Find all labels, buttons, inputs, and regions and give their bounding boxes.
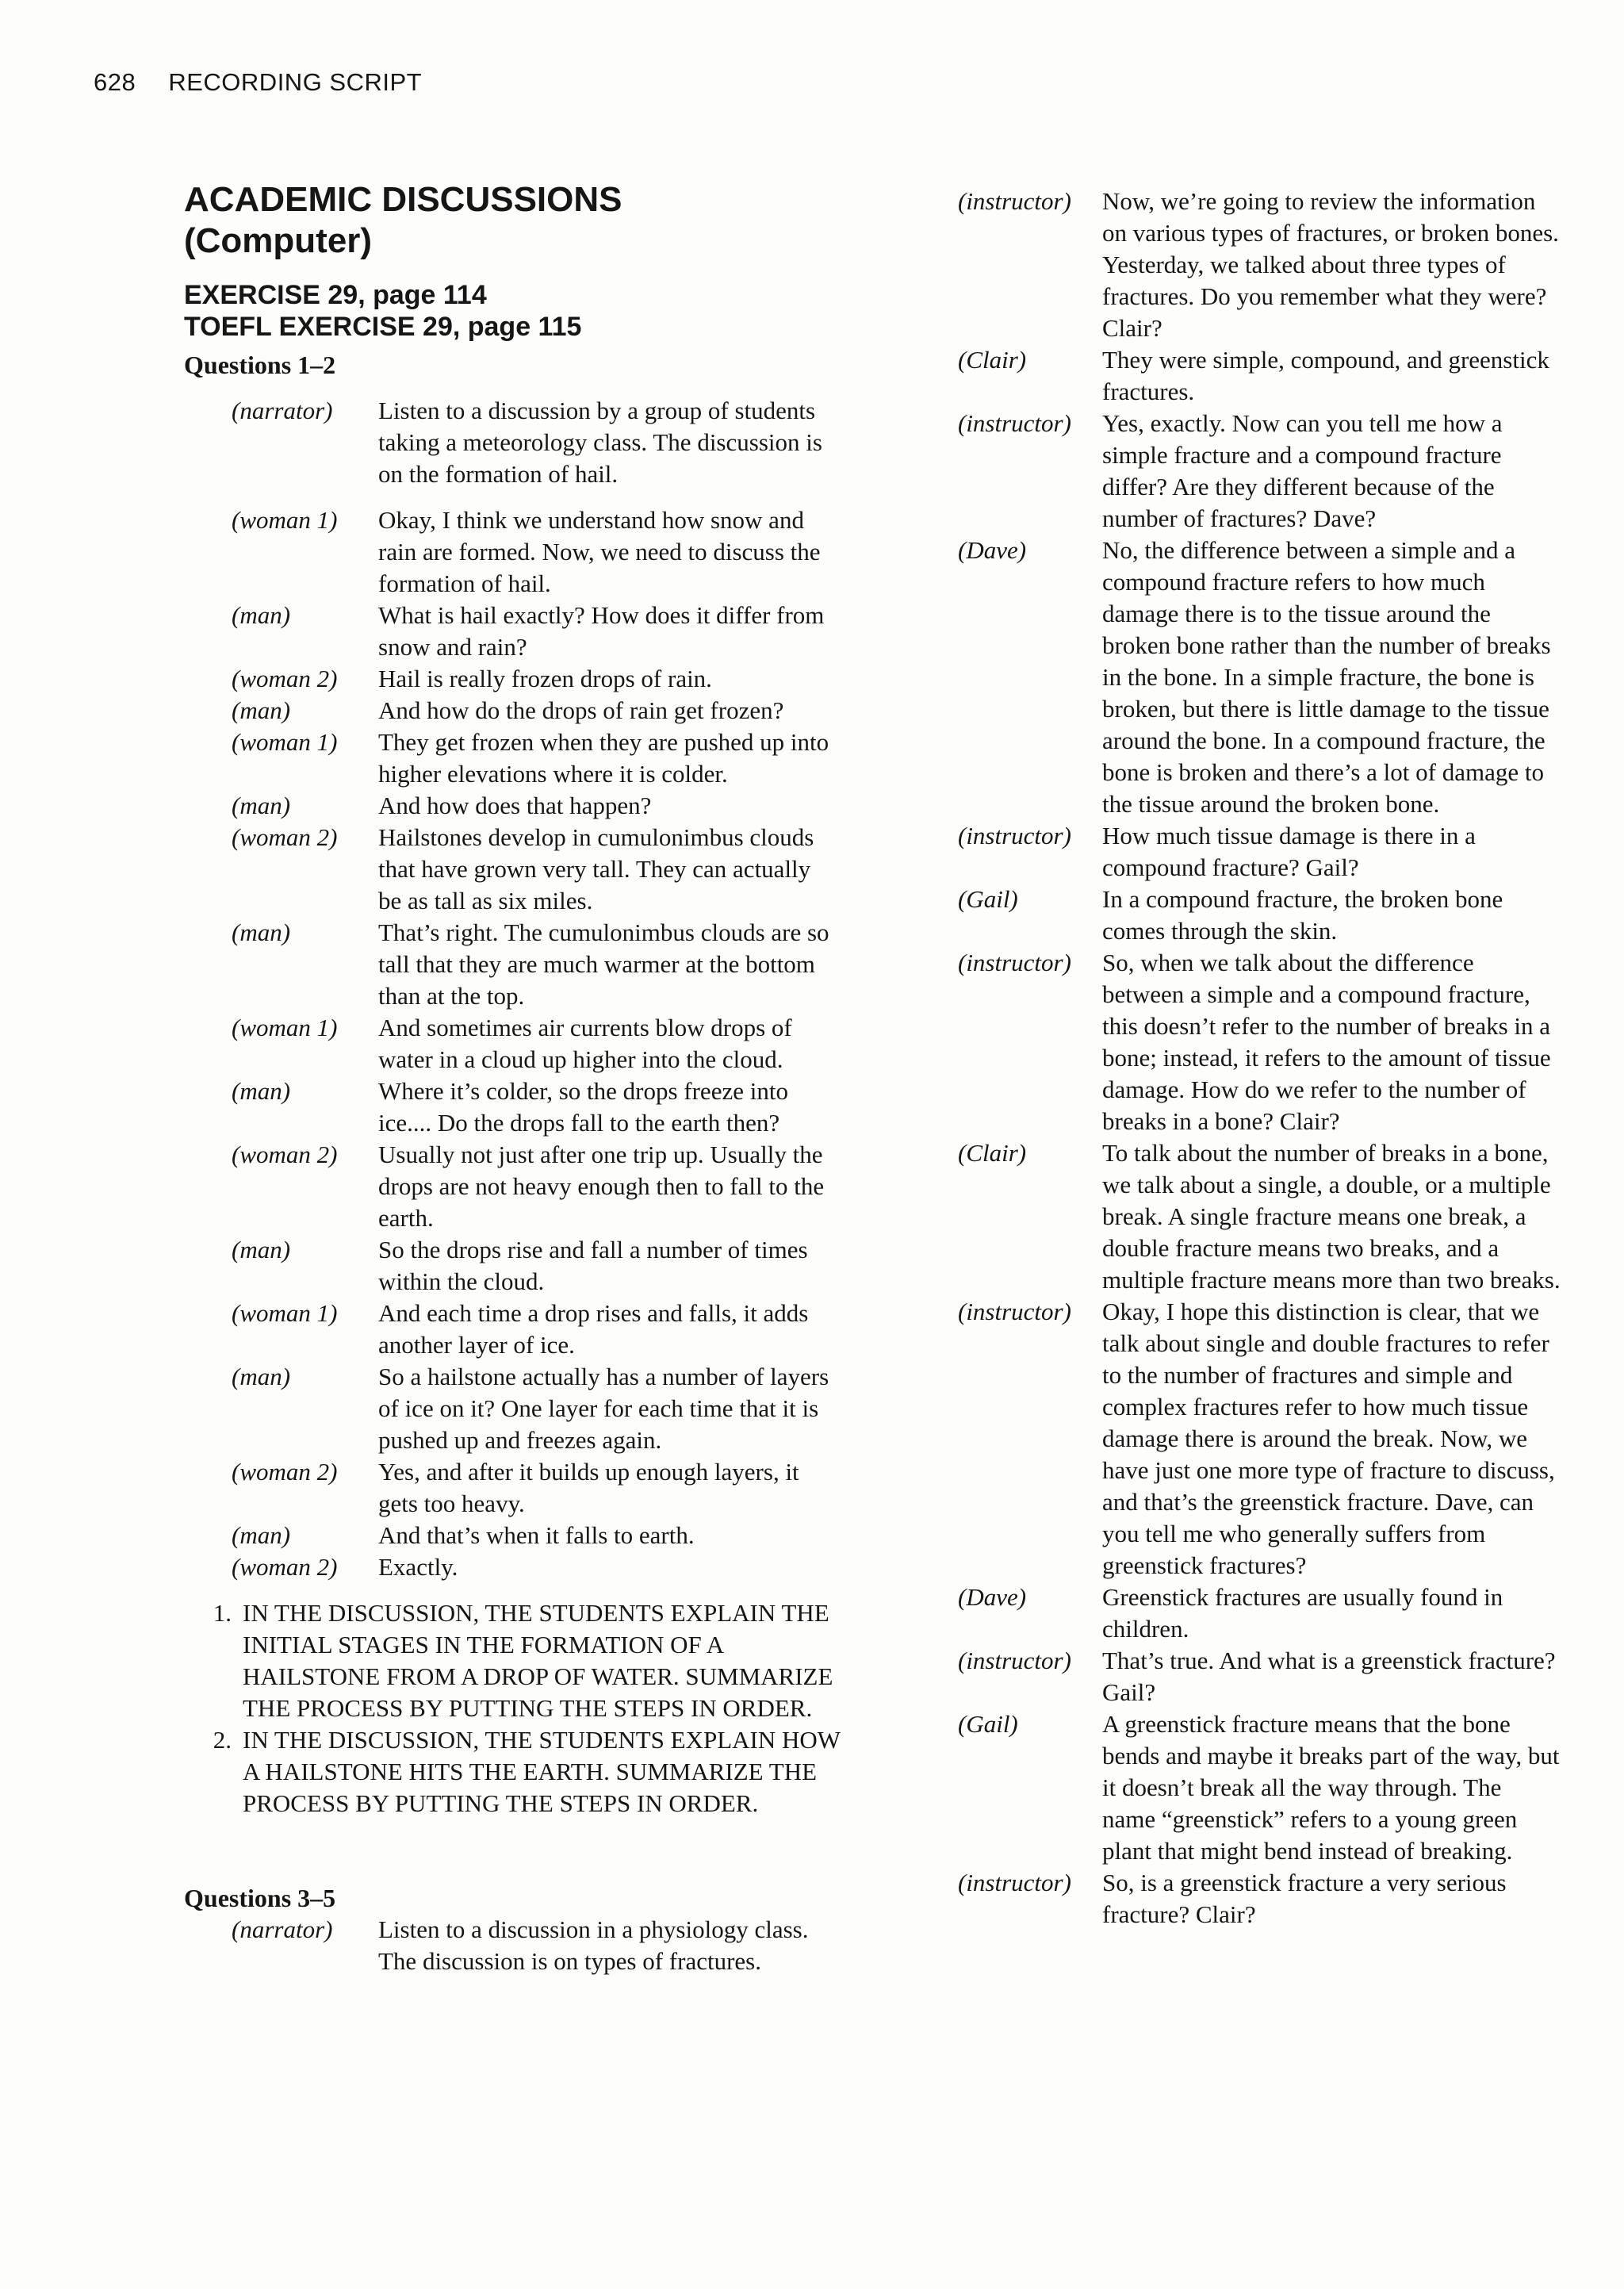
dialogue-hail xyxy=(184,395,858,1583)
dialogue-line xyxy=(184,600,858,663)
section-title-line: (Computer) xyxy=(184,221,373,260)
speaker-label: (woman 2) xyxy=(232,1553,338,1581)
toefl-exercise-heading: TOEFL EXERCISE 29, page 115 xyxy=(184,312,582,342)
spoken-text: Okay, I hope this distinction is clear, that we talk about single and double fractures to refer to the number of fractures and simple and complex fractures refer to how much tissue damage there is around the break. Now, we have just one more type of fracture to discuss, and that’s the greenstick fracture. Dave, can you tell me who generally suffers from greenstick fractures? xyxy=(1102,1298,1555,1579)
dialogue-line xyxy=(958,884,1561,947)
spoken-text: Hailstones develop in cumulonimbus clouds that have grown very tall. They can actually be as tall as six miles. xyxy=(378,823,814,914)
section-title-line: ACADEMIC DISCUSSIONS xyxy=(184,180,622,219)
speaker-label: (Gail) xyxy=(958,1710,1018,1738)
dialogue-line xyxy=(184,1520,858,1551)
dialogue-line xyxy=(184,1914,858,1977)
speaker-label: (woman 1) xyxy=(232,506,338,534)
speaker-label: (Dave) xyxy=(958,536,1027,564)
dialogue-line xyxy=(184,1075,858,1139)
question-number: 2. xyxy=(213,1726,232,1754)
page-number: 628 xyxy=(94,68,136,96)
speaker-label: (instructor) xyxy=(958,187,1071,215)
spoken-text: Now, we’re going to review the information on various types of fractures, or broken bones. Yesterday, we talked about three types of fractures. Do you remember what they were? Clair? xyxy=(1102,187,1559,342)
question-text: IN THE DISCUSSION, THE STUDENTS EXPLAIN THE INITIAL STAGES IN THE FORMATION OF A HAILSTONE FROM A DROP OF WATER. SUMMARIZE THE PROCESS BY PUTTING THE STEPS IN ORDER. xyxy=(243,1599,833,1722)
speaker-label: (instructor) xyxy=(958,1647,1071,1674)
speaker-label: (Clair) xyxy=(958,346,1027,374)
dialogue-line xyxy=(958,947,1561,1137)
spoken-text: Listen to a discussion by a group of students taking a meteorology class. The discussion is on the formation of hail. xyxy=(378,397,822,488)
dialogue-line xyxy=(958,1645,1561,1708)
questions-label: Questions 1–2 xyxy=(184,351,336,379)
speaker-label: (woman 1) xyxy=(232,1014,338,1041)
spoken-text: So the drops rise and fall a number of times within the cloud. xyxy=(378,1236,808,1295)
dialogue-fractures-intro xyxy=(184,1914,858,1977)
spoken-text: To talk about the number of breaks in a bone, we talk about a single, a double, or a multiple break. A single fracture means one break, a double fracture means two breaks, and a multiple fracture means more than two breaks. xyxy=(1102,1139,1561,1294)
dialogue-line xyxy=(958,1708,1561,1867)
dialogue-line xyxy=(184,790,858,822)
spoken-text: And how does that happen? xyxy=(378,792,652,819)
exercise-heading: EXERCISE 29, page 114 xyxy=(184,280,487,310)
spoken-text: That’s true. And what is a greenstick fracture? Gail? xyxy=(1102,1647,1556,1706)
spoken-text: And that’s when it falls to earth. xyxy=(378,1521,695,1549)
dialogue-line xyxy=(184,822,858,917)
spoken-text: Usually not just after one trip up. Usually the drops are not heavy enough then to fall to the earth. xyxy=(378,1141,825,1232)
dialogue-line xyxy=(184,1456,858,1520)
spoken-text: A greenstick fracture means that the bone bends and maybe it breaks part of the way, but it doesn’t break all the way through. The name “greenstick” refers to a young green plant that might bend instead of breaking. xyxy=(1102,1710,1560,1865)
spoken-text: How much tissue damage is there in a compound fracture? Gail? xyxy=(1102,822,1476,881)
page-header xyxy=(94,68,422,97)
question-item xyxy=(184,1597,858,1724)
speaker-label: (woman 1) xyxy=(232,1299,338,1327)
dialogue-line xyxy=(184,663,858,695)
spoken-text: In a compound fracture, the broken bone comes through the skin. xyxy=(1102,885,1503,945)
section-title xyxy=(184,179,858,262)
spoken-text: Where it’s colder, so the drops freeze into ice.... Do the drops fall to the earth then? xyxy=(378,1077,788,1137)
speaker-label: (man) xyxy=(232,696,291,724)
dialogue-line xyxy=(184,1551,858,1583)
dialogue-line xyxy=(958,186,1561,344)
speaker-label: (narrator) xyxy=(232,397,333,424)
question-item xyxy=(184,1724,858,1819)
dialogue-line xyxy=(184,727,858,790)
spoken-text: Yes, exactly. Now can you tell me how a simple fracture and a compound fracture differ? Are they different because of the number of fractures? Dave? xyxy=(1102,409,1503,532)
left-column xyxy=(184,179,858,1977)
speaker-label: (woman 2) xyxy=(232,1141,338,1168)
dialogue-fractures xyxy=(958,186,1561,1931)
dialogue-line xyxy=(184,1298,858,1361)
dialogue-line xyxy=(184,504,858,600)
speaker-label: (man) xyxy=(232,601,291,629)
speaker-label: (woman 2) xyxy=(232,665,338,692)
spoken-text: They get frozen when they are pushed up into higher elevations where it is colder. xyxy=(378,728,829,788)
running-title: RECORDING SCRIPT xyxy=(168,68,423,96)
speaker-label: (Dave) xyxy=(958,1583,1027,1611)
spoken-text: And sometimes air currents blow drops of water in a cloud up higher into the cloud. xyxy=(378,1014,792,1073)
speaker-label: (instructor) xyxy=(958,949,1071,976)
dialogue-line xyxy=(958,1867,1561,1931)
dialogue-line xyxy=(184,1012,858,1075)
questions-label: Questions 3–5 xyxy=(184,1884,336,1912)
speaker-label: (man) xyxy=(232,1363,291,1390)
spoken-text: Hail is really frozen drops of rain. xyxy=(378,665,712,692)
dialogue-line xyxy=(184,395,858,490)
speaker-label: (man) xyxy=(232,1236,291,1263)
spoken-text: So a hailstone actually has a number of layers of ice on it? One layer for each time that it is pushed up and freezes again. xyxy=(378,1363,829,1454)
speaker-label: (man) xyxy=(232,792,291,819)
spoken-text: Okay, I think we understand how snow and rain are formed. Now, we need to discuss the formation of hail. xyxy=(378,506,821,597)
spoken-text: Listen to a discussion in a physiology class. The discussion is on types of fractures. xyxy=(378,1915,809,1975)
spoken-text: What is hail exactly? How does it differ from snow and rain? xyxy=(378,601,825,661)
dialogue-line xyxy=(184,1139,858,1234)
question-list xyxy=(184,1597,858,1819)
speaker-label: (narrator) xyxy=(232,1915,333,1943)
dialogue-line xyxy=(958,820,1561,884)
spoken-text: They were simple, compound, and greenstick fractures. xyxy=(1102,346,1549,405)
speaker-label: (woman 2) xyxy=(232,823,338,851)
speaker-label: (Clair) xyxy=(958,1139,1027,1167)
dialogue-line xyxy=(958,408,1561,535)
dialogue-line xyxy=(958,1296,1561,1582)
dialogue-line xyxy=(184,1234,858,1298)
speaker-label: (man) xyxy=(232,1521,291,1549)
spoken-text: And how do the drops of rain get frozen? xyxy=(378,696,784,724)
spoken-text: Yes, and after it builds up enough layers, it gets too heavy. xyxy=(378,1458,799,1517)
speaker-label: (woman 1) xyxy=(232,728,338,756)
dialogue-line xyxy=(184,695,858,727)
spoken-text: So, when we talk about the difference between a simple and a compound fracture, this doesn’t refer to the number of breaks in a bone; instead, it refers to the amount of tissue damage. How do we refer to the number of breaks in a bone? Clair? xyxy=(1102,949,1551,1135)
dialogue-line xyxy=(958,1137,1561,1296)
dialogue-line xyxy=(958,535,1561,820)
speaker-label: (man) xyxy=(232,1077,291,1105)
speaker-label: (man) xyxy=(232,918,291,946)
right-column xyxy=(958,186,1561,1931)
question-number: 1. xyxy=(213,1599,232,1627)
speaker-label: (instructor) xyxy=(958,1298,1071,1325)
spoken-text: And each time a drop rises and falls, it adds another layer of ice. xyxy=(378,1299,809,1359)
spoken-text: Exactly. xyxy=(378,1553,458,1581)
speaker-label: (instructor) xyxy=(958,1869,1071,1896)
spoken-text: Greenstick fractures are usually found in children. xyxy=(1102,1583,1503,1643)
question-text: IN THE DISCUSSION, THE STUDENTS EXPLAIN HOW A HAILSTONE HITS THE EARTH. SUMMARIZE THE PROCESS BY PUTTING THE STEPS IN ORDER. xyxy=(243,1726,841,1817)
speaker-label: (instructor) xyxy=(958,822,1071,849)
spoken-text: No, the difference between a simple and a compound fracture refers to how much damage there is to the tissue around the broken bone rather than the number of breaks in the bone. In a simple fracture, the bone is broken, but there is little damage to the tissue around the bone. In a compound fracture, the bone is broken and there’s a lot of damage to the tissue around the broken bone. xyxy=(1102,536,1551,818)
dialogue-line xyxy=(184,1361,858,1456)
dialogue-line xyxy=(958,344,1561,408)
spoken-text: So, is a greenstick fracture a very serious fracture? Clair? xyxy=(1102,1869,1507,1928)
speaker-label: (instructor) xyxy=(958,409,1071,437)
exercise-headings xyxy=(184,279,858,343)
spoken-text: That’s right. The cumulonimbus clouds are so tall that they are much warmer at the bottom than at the top. xyxy=(378,918,829,1010)
speaker-label: (Gail) xyxy=(958,885,1018,913)
speaker-label: (woman 2) xyxy=(232,1458,338,1486)
dialogue-line xyxy=(958,1582,1561,1645)
dialogue-line xyxy=(184,917,858,1012)
